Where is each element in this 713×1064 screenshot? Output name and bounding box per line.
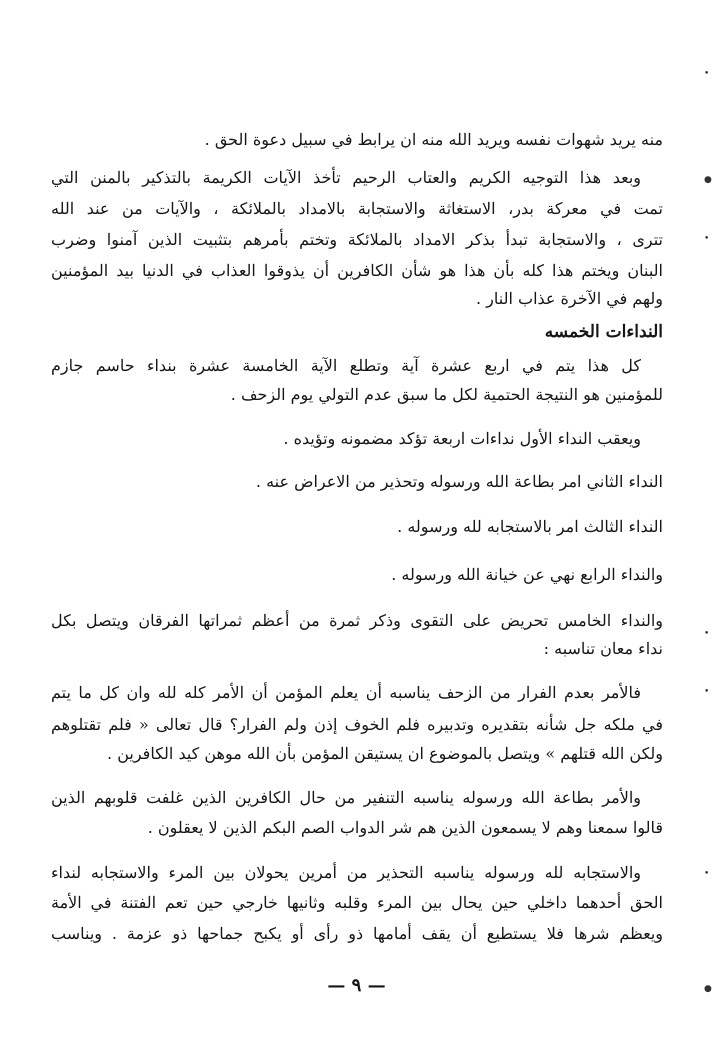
paragraph-line: والأمر بطاعة الله ورسوله يناسبه التنفير من حال الكافرين الذين غلفت قلوبهم الذين (51, 788, 641, 807)
scan-speck: • (704, 69, 710, 79)
paragraph-line: للمؤمنين هو النتيجة الحتمية لكل ما سبق عدم التولي يوم الزحف . (230, 385, 663, 404)
paragraph-line: والنداء الرابع نهي عن خيانة الله ورسوله . (391, 565, 663, 584)
paragraph-line: نداء معان تناسبه : (543, 639, 663, 658)
section-heading: النداءات الخمسه (544, 322, 663, 342)
scan-speck: • (704, 234, 710, 244)
paragraph-line: ولكن الله قتلهم » ويتصل بالموضوع ان يستيقن المؤمن بأن الله موهن كيد الكافرين . (107, 744, 663, 763)
paragraph-line: منه يريد شهوات نفسه ويريد الله منه ان يرابط في سبيل دعوة الحق . (204, 130, 663, 149)
paragraph-line: الحق أحدهما داخلي حين يحال بين المرء وقلبه وثانيها خارجي حين تعم الفتنة في الأمة (51, 893, 663, 912)
paragraph-line: تمت في معركة بدر، الاستغاثة والاستجابة بالامداد بالملائكة ، والآيات من عند الله (51, 199, 663, 218)
paragraph-line: فالأمر بعدم الفرار من الزحف يناسبه أن يعلم المؤمن أن الأمر كله لله وان كل ما يتم (51, 683, 641, 702)
paragraph-line: والنداء الخامس تحريض على التقوى وذكر ثمرة من أعظم ثمراتها الفرقان ويتصل بكل (51, 611, 663, 630)
paragraph-line: كل هذا يتم في اربع عشرة آية وتطلع الآية الخامسة عشرة بنداء حاسم جازم (51, 356, 641, 375)
scan-speck: • (704, 869, 710, 879)
paragraph-line: ويعقب النداء الأول نداءات اربعة تؤكد مضمونه وتؤيده . (283, 429, 641, 448)
scan-speck: ● (704, 175, 712, 185)
scan-speck: • (704, 687, 710, 697)
paragraph-line: البنان ويختم هذا كله بأن هذا هو شأن الكافرين أن يذوقوا العذاب في الدنيا بيد المؤمنين (51, 261, 663, 280)
paragraph-line: النداء الثالث امر بالاستجابه لله ورسوله . (397, 517, 663, 536)
paragraph-line: قالوا سمعنا وهم لا يسمعون الذين هم شر الدواب الصم البكم الذين لا يعقلون . (147, 818, 663, 837)
paragraph-line: النداء الثاني امر بطاعة الله ورسوله وتحذير من الاعراض عنه . (255, 472, 663, 491)
paragraph-line: ولهم في الآخرة عذاب النار . (476, 289, 663, 308)
paragraph-line: وبعد هذا التوجيه الكريم والعتاب الرحيم تأخذ الآيات الكريمة بالتذكير بالمنن التي (51, 168, 641, 187)
scan-speck: ● (704, 984, 712, 994)
paragraph-line: والاستجابه لله ورسوله يناسبه التحذير من أمرين يحولان بين المرء والاستجابه لنداء (51, 863, 642, 882)
scan-speck: • (704, 629, 710, 639)
page-number: — ٩ — (327, 975, 386, 996)
paragraph-line: في ملكه جل شأنه بتقديره وتدبيره فلم الخوف إذن ولم الفرار؟ قال تعالى « فلم تقتلوهم (51, 715, 663, 734)
paragraph-line: ويعظم شرها فلا يستطيع أن يقف أمامها ذو رأى أو يكبح جماحها ذو عزمة . ويناسب (51, 924, 663, 943)
paragraph-line: تترى ، والاستجابة تبدأ بذكر الامداد بالملائكة وتختم بأمرهم بتثبيت الذين آمنوا وضرب (51, 230, 663, 249)
